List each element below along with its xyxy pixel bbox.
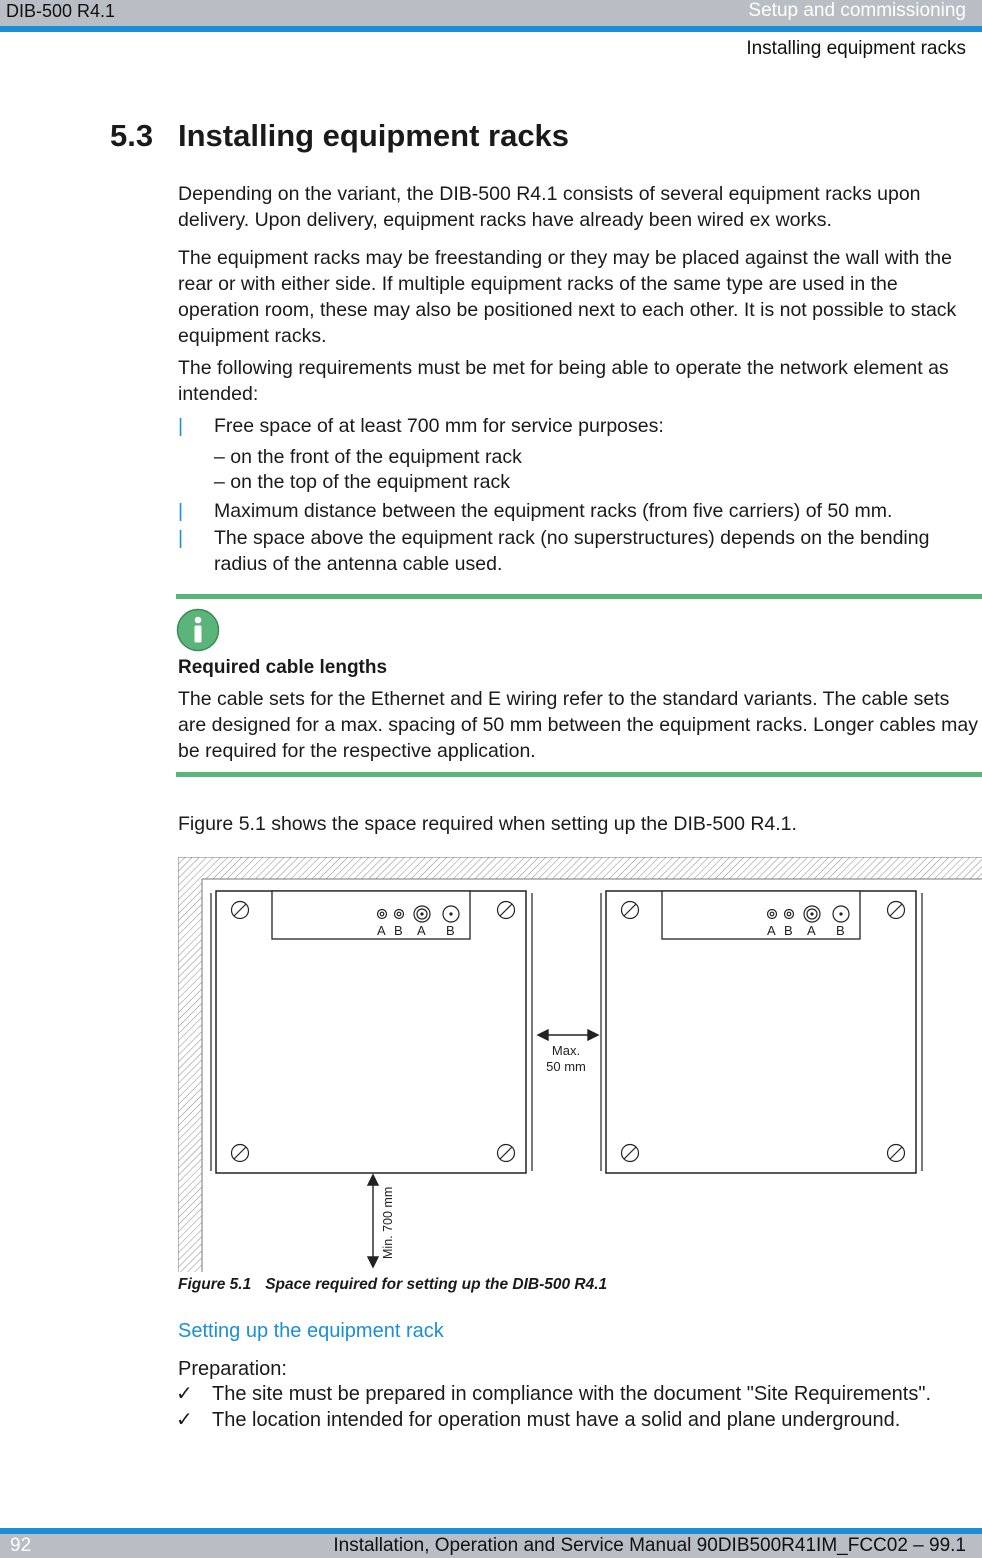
check-item-text: The site must be prepared in compliance with the document "Site Requirements". <box>212 1383 932 1405</box>
paragraph: Depending on the variant, the DIB-500 R4.1 consists of several equipment racks upon delivery. Upon delivery, equipment racks have already been wired ex works. <box>178 183 921 231</box>
connector-panel <box>272 891 470 939</box>
note-text: The cable sets for the Ethernet and E wiring refer to the standard variants. The cable sets are designed for a max. spacing of 50 mm between the equipment racks. Longer cables may be required for the respective application. <box>178 688 978 762</box>
requirement-text: The space above the equipment rack (no superstructures) depends on the bending radius of the antenna cable used. <box>214 527 930 575</box>
equipment-rack-left <box>211 891 532 1173</box>
connector-panel <box>662 891 860 939</box>
gap-label-line1: Max. <box>551 1043 581 1058</box>
connector-label: A <box>767 923 776 938</box>
paragraph: The following requirements must be met for being able to operate the network element as intended: <box>178 357 949 405</box>
page-number: 92 <box>10 1535 32 1556</box>
equipment-rack-right <box>601 891 922 1173</box>
connector-label: B <box>446 923 455 938</box>
bullet-marker: | <box>178 527 184 549</box>
note-title: Required cable lengths <box>178 657 388 678</box>
requirement-text: Maximum distance between the equipment racks (from five carriers) of 50 mm. <box>214 500 893 522</box>
figure-intro: Figure 5.1 shows the space required when setting up the DIB-500 R4.1. <box>178 813 797 835</box>
bullet-marker: | <box>178 500 184 522</box>
sub-item: – on the front of the equipment rack <box>214 446 522 468</box>
setup-heading: Setting up the equipment rack <box>178 1320 444 1342</box>
front-clearance-dimension <box>368 1175 378 1267</box>
manual-id: Installation, Operation and Service Manual 90DIB500R41IM_FCC02 – 99.1 <box>333 1535 966 1556</box>
header-rule <box>0 26 982 32</box>
section-heading <box>110 118 569 154</box>
gap-label-line2: 50 mm <box>546 1059 586 1074</box>
figure-caption-text: Space required for setting up the DIB-500 R4.1 <box>265 1276 608 1293</box>
rack-layout-diagram <box>178 857 982 1272</box>
bullet-marker: | <box>178 415 184 437</box>
connector-label: B <box>836 923 845 938</box>
connector-label: A <box>417 923 426 938</box>
front-clearance-label: Min. 700 mm <box>381 1186 395 1259</box>
note-bottom-rule <box>176 772 982 777</box>
section-number: 5.3 <box>110 118 154 153</box>
check-mark-icon: ✓ <box>176 1383 193 1405</box>
header-product: DIB-500 R4.1 <box>6 1 116 21</box>
figure-caption-label: Figure 5.1 <box>178 1276 252 1293</box>
section-title: Installing equipment racks <box>178 118 570 153</box>
note-top-rule <box>176 594 982 599</box>
paragraph: The equipment racks may be freestanding or they may be placed against the wall with the rear or with either side. If multiple equipment racks of the same type are used in the operation room, these may also be positioned next to each other. It is not possible to stack equipment racks. <box>178 247 957 347</box>
requirement-text: Free space of at least 700 mm for service purposes: <box>214 415 664 437</box>
sub-item: – on the top of the equipment rack <box>214 471 510 493</box>
header-section: Installing equipment racks <box>746 38 966 59</box>
check-mark-icon: ✓ <box>176 1409 193 1431</box>
connector-label: A <box>807 923 816 938</box>
check-item-text: The location intended for operation must have a solid and plane underground. <box>212 1409 901 1431</box>
connector-label: A <box>377 923 386 938</box>
preparation-label: Preparation: <box>178 1358 287 1380</box>
info-icon <box>176 608 220 652</box>
gap-dimension <box>538 1030 598 1040</box>
connector-label: B <box>394 923 403 938</box>
header-chapter: Setup and commissioning <box>748 0 966 21</box>
figure-caption <box>178 1276 607 1294</box>
connector-label: B <box>784 923 793 938</box>
